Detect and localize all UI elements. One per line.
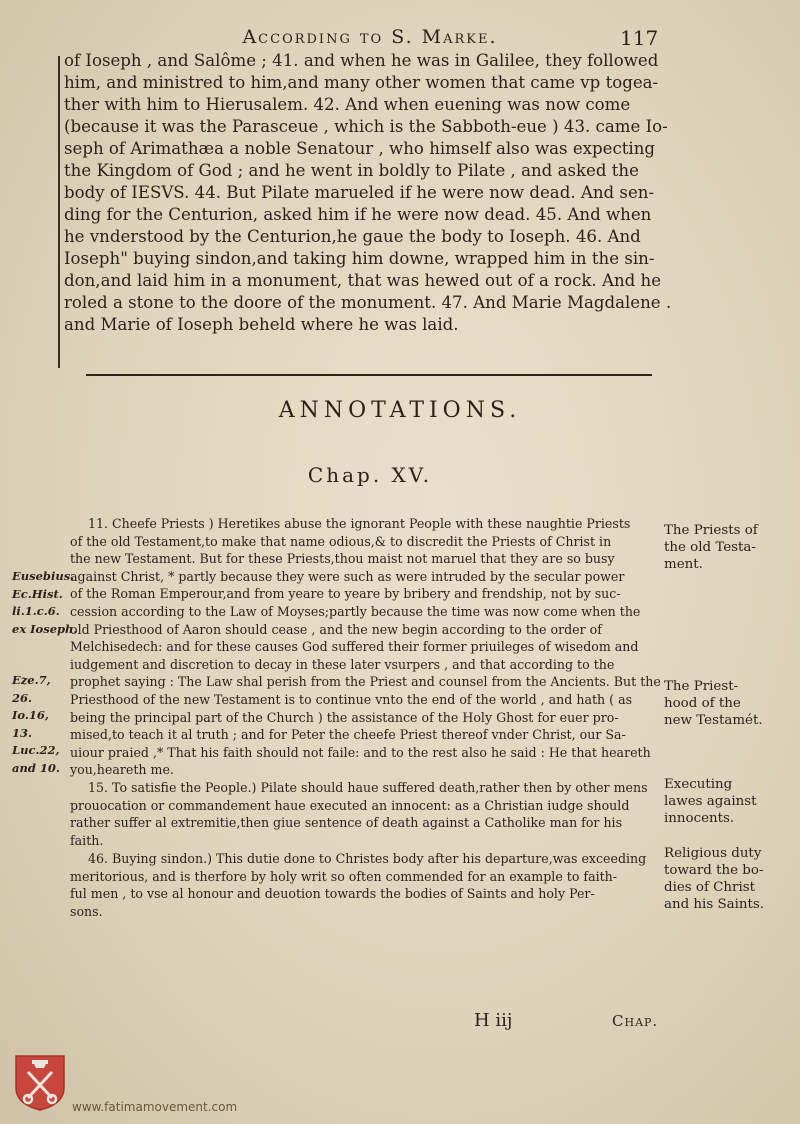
note-line: iudgement and discretion to decay in these later vsurpers , and that according to the xyxy=(70,656,615,672)
annotation-note-15 xyxy=(70,779,660,849)
scripture-line: body of IESVS. 44. But Pilate marueled if he were now dead. And sen- xyxy=(64,183,655,202)
margin-ref-eusebius xyxy=(12,568,77,638)
note-line: ful men , to vse al honour and deuotion towards the bodies of Saints and holy Per- xyxy=(70,886,595,902)
scripture-line: Ioseph" buying sindon,and taking him downe, wrapped him in the sin- xyxy=(64,249,655,268)
scripture-line: him, and ministred to him,and many other women that came vp togea- xyxy=(64,73,659,92)
note-line: 46. Buying sindon.) This dutie done to Christes body after his departure,was exceeding xyxy=(88,851,647,866)
papal-keys-logo-icon xyxy=(14,1054,66,1112)
note-line: you,heareth me. xyxy=(70,762,174,778)
margin-note-line: and his Saints. xyxy=(664,897,765,912)
signature-mark: H iij xyxy=(474,1010,513,1031)
scripture-line: seph of Arimathæa a noble Senatour , who himself also was expecting xyxy=(64,139,656,158)
annotation-note-46 xyxy=(70,850,660,920)
margin-note-line: toward the bo- xyxy=(664,863,764,878)
note-line: meritorious, and is therfore by holy writ so often commended for an example to faith- xyxy=(70,868,618,884)
note-line: of the old Testament,to make that name odious,& to discredit the Priests of Christ in xyxy=(70,533,612,549)
note-line: mised,to teach it al truth ; and for Peter the cheefe Priest thereof vnder Christ, our Sa- xyxy=(70,727,626,743)
margin-ref-line: Io.16, xyxy=(12,708,49,723)
annotations-heading: ANNOTATIONS. xyxy=(278,398,522,423)
margin-ref-line: Luc.22, xyxy=(12,743,60,758)
margin-ref-ezechiel xyxy=(12,672,60,778)
margin-note-executing xyxy=(664,776,756,827)
margin-ref-line: ex Ioseph. xyxy=(12,621,78,636)
scripture-line: of Ioseph , and Salôme ; 41. and when he was in Galilee, they followed xyxy=(64,51,659,70)
note-line: the new Testament. But for these Priests,thou maist not maruel that they are so busy xyxy=(70,551,615,567)
note-line: 11. Cheefe Priests ) Heretikes abuse the ignorant People with these naughtie Priests xyxy=(88,516,631,531)
margin-ref-line: Eze.7, xyxy=(12,673,51,687)
website-url[interactable]: www.fatimamovement.com xyxy=(72,1100,238,1114)
margin-ref-line: Ec.Hist. xyxy=(12,586,63,601)
margin-note-line: ment. xyxy=(664,557,703,572)
note-line: Priesthood of the new Testament is to continue vnto the end of the world , and hath ( as xyxy=(70,691,633,707)
scripture-line: ther with him to Hierusalem. 42. And when euening was now come xyxy=(64,95,631,114)
left-rule xyxy=(58,56,60,368)
margin-note-line: lawes against xyxy=(664,794,757,809)
note-line: cession according to the Law of Moyses;partly because the time was now come when the xyxy=(70,603,641,619)
margin-ref-line: 26. xyxy=(12,690,33,705)
note-line: uiour praied ,* That his faith should not faile: and to the rest also he said : He that heareth xyxy=(70,744,651,760)
page-number: 117 xyxy=(620,26,659,50)
note-line: of the Roman Emperour,and from yeare to yeare by bribery and frendship, not by suc- xyxy=(70,586,621,602)
margin-note-line: The Priests of xyxy=(664,523,758,538)
section-divider xyxy=(86,374,652,376)
scripture-line: roled a stone to the doore of the monument. 47. And Marie Magdalene . xyxy=(64,293,672,312)
running-title: According to S. Marke. xyxy=(242,26,498,48)
scripture-line: (because it was the Parasceue , which is the Sabboth-eue ) 43. came Io- xyxy=(64,117,668,136)
note-line: Melchisedech: and for these causes God suffered their former priuileges of wisedom and xyxy=(70,639,639,655)
note-line: prouocation or commandement haue executed an innocent: as a Christian iudge should xyxy=(70,797,630,813)
chapter-heading: Chap. XV. xyxy=(307,463,433,487)
scripture-text xyxy=(64,50,672,336)
note-line: faith. xyxy=(70,832,104,848)
note-line: prophet saying : The Law shal perish from the Priest and counsel from the Ancients. But the xyxy=(70,674,661,690)
margin-note-line: Religious duty xyxy=(664,846,762,861)
margin-note-religious-duty xyxy=(664,845,764,913)
scripture-line: he vnderstood by the Centurion,he gaue the body to Ioseph. 46. And xyxy=(64,227,641,246)
annotation-note-11 xyxy=(70,515,660,779)
note-line: rather suffer al extremitie,then giue sentence of death against a Catholike man for his xyxy=(70,815,623,831)
note-line: 15. To satisfie the People.) Pilate should haue suffered death,rather then by other mens xyxy=(88,780,648,795)
note-line: old Priesthood of Aaron should cease , and the new begin according to the order of xyxy=(70,621,602,637)
note-line: against Christ, * partly because they were such as were intruded by the secular power xyxy=(70,568,625,584)
margin-note-line: The Priest- xyxy=(664,679,739,694)
margin-ref-line: Eusebius. xyxy=(12,569,75,583)
margin-note-line: the old Testa- xyxy=(664,540,756,555)
margin-ref-line: 13. xyxy=(12,725,33,740)
margin-note-line: Executing xyxy=(664,777,733,792)
margin-ref-line: and 10. xyxy=(12,760,60,775)
scripture-line: the Kingdom of God ; and he went in boldly to Pilate , and asked the xyxy=(64,161,639,180)
note-line: being the principal part of the Church ) the assistance of the Holy Ghost for euer pro- xyxy=(70,709,619,725)
margin-note-line: innocents. xyxy=(664,811,735,826)
margin-note-line: hood of the xyxy=(664,696,741,711)
margin-ref-line: li.1.c.6. xyxy=(12,604,60,619)
catchword: Chap. xyxy=(612,1012,659,1030)
margin-note-line: dies of Christ xyxy=(664,880,755,895)
scripture-line: ding for the Centurion, asked him if he were now dead. 45. And when xyxy=(64,205,652,224)
note-line: sons. xyxy=(70,903,103,919)
margin-note-priests xyxy=(664,522,758,573)
margin-note-priesthood xyxy=(664,678,763,729)
margin-note-line: new Testamét. xyxy=(664,713,763,728)
scripture-line: don,and laid him in a monument, that was hewed out of a rock. And he xyxy=(64,271,662,290)
scripture-line: and Marie of Ioseph beheld where he was laid. xyxy=(64,315,459,334)
